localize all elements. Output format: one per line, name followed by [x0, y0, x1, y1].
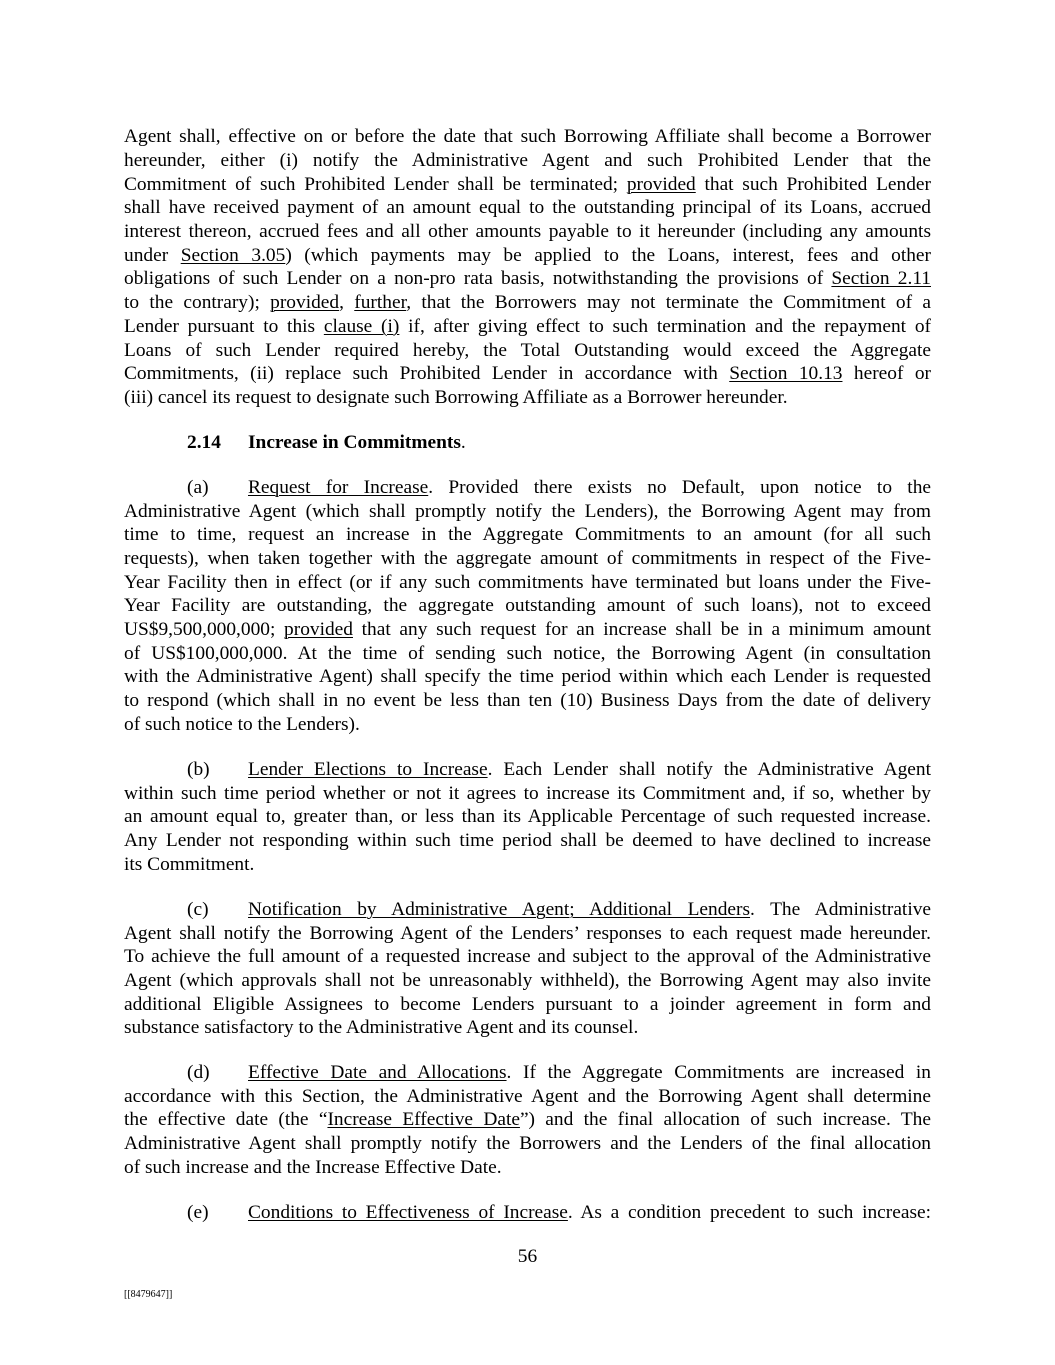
- defined-term-increase-effective-date: Increase Effective Date: [327, 1109, 520, 1130]
- cross-reference-section-10-13: Section 10.13: [729, 363, 843, 384]
- cross-reference-section-3-05: Section 3.05: [180, 245, 286, 266]
- text-line: requests), when taken together with the aggregate amount of commitments in respect of the Five-: [124, 548, 931, 569]
- section-title: Increase in Commitments: [248, 432, 461, 453]
- subsection-label: (e): [187, 1202, 209, 1223]
- text-line: hereunder, either (i) notify the Administrative Agent and such Prohibited Lender that the: [124, 150, 931, 171]
- defined-term-provided: provided: [270, 292, 340, 313]
- text-line: shall have received payment of an amount equal to the outstanding principal of its Loans, accrued: [124, 197, 931, 218]
- subsection-first-line: (a) Request for Increase. Provided there exists no Default, upon notice to the: [187, 477, 931, 498]
- text-line: the effective date (the “Increase Effective Date”) and the final allocation of such increase. The: [124, 1109, 931, 1130]
- text-line: accordance with this Section, the Administrative Agent and the Borrowing Agent shall determine: [124, 1086, 931, 1107]
- text-line: obligations of such Lender on a non-pro rata basis, notwithstanding the provisions of Section 2.11: [124, 268, 931, 289]
- subsection-label: (c): [187, 899, 209, 920]
- text-line: Year Facility are outstanding, the aggregate outstanding amount of such loans), not to exceed: [124, 595, 931, 616]
- text-line: Lender pursuant to this clause (i) if, after giving effect to such termination and the repayment of: [124, 316, 931, 337]
- cross-reference-clause-i: clause (i): [323, 316, 400, 337]
- text-line: Any Lender not responding within such time period shall be deemed to have declined to increase: [124, 830, 931, 851]
- text-line: within such time period whether or not it agrees to increase its Commitment and, if so, whether by: [124, 783, 931, 804]
- subsection-heading: Lender Elections to Increase: [248, 759, 488, 780]
- text-line: time to time, request an increase in the Aggregate Commitments to an amount (for all such: [124, 524, 931, 545]
- subsection-label: (d): [187, 1062, 210, 1083]
- text-line: Agent shall, effective on or before the date that such Borrowing Affiliate shall become a Borrower: [124, 126, 931, 147]
- text-line: to the contrary); provided, further, that the Borrowers may not terminate the Commitment of a: [124, 292, 932, 313]
- subsection-heading: Request for Increase: [248, 477, 429, 498]
- subsection-heading: Effective Date and Allocations: [248, 1062, 507, 1083]
- text-line: US$9,500,000,000; provided that any such request for an increase shall be in a minimum amount: [124, 619, 931, 640]
- subsection-first-line: (e) Conditions to Effectiveness of Increase. As a condition precedent to such increase:: [187, 1202, 931, 1223]
- subsection-heading: Notification by Administrative Agent; Additional Lenders: [248, 899, 751, 920]
- text-line: To achieve the full amount of a requested increase and subject to the approval of the Administrative: [124, 946, 931, 967]
- subsection-label: (b): [187, 759, 210, 780]
- page-number: 56: [517, 1246, 538, 1267]
- section-number: 2.14: [187, 432, 221, 453]
- subsection-first-line: (c) Notification by Administrative Agent; Additional Lenders. The Administrative: [187, 899, 932, 920]
- cross-reference-section-2-11: Section 2.11: [831, 268, 931, 289]
- text-line: additional Eligible Assignees to become Lenders pursuant to a joinder agreement in form and: [124, 994, 931, 1015]
- text-line: (iii) cancel its request to designate such Borrowing Affiliate as a Borrower hereunder.: [124, 387, 788, 408]
- text-line: to respond (which shall in no event be less than ten (10) Business Days from the date of delivery: [124, 690, 931, 711]
- subsection-first-line: (d) Effective Date and Allocations. If the Aggregate Commitments are increased in: [187, 1062, 931, 1083]
- document-id: [[8479647]]: [124, 1289, 173, 1300]
- defined-term-provided: provided: [626, 174, 696, 195]
- text-line: Commitment of such Prohibited Lender shall be terminated; provided that such Prohibited Lender: [124, 174, 931, 195]
- text-line: interest thereon, accrued fees and all other amounts payable to it hereunder (including any amounts: [124, 221, 931, 242]
- text-line: substance satisfactory to the Administrative Agent and its counsel.: [124, 1017, 639, 1038]
- text-line: Agent shall notify the Borrowing Agent of the Lenders’ responses to each request made hereunder.: [124, 923, 931, 944]
- text-line: under Section 3.05) (which payments may be applied to the Loans, interest, fees and other: [124, 245, 931, 266]
- text-line: Commitments, (ii) replace such Prohibited Lender in accordance with Section 10.13 hereof or: [124, 363, 931, 384]
- defined-term-further: further: [354, 292, 407, 313]
- text-line: Agent (which approvals shall not be unreasonably withheld), the Borrowing Agent may also invite: [124, 970, 931, 991]
- text-line: of such increase and the Increase Effective Date.: [124, 1157, 502, 1178]
- text-line: its Commitment.: [124, 854, 255, 875]
- text-line: an amount equal to, greater than, or less than its Applicable Percentage of such requested increase.: [124, 806, 931, 827]
- subsection-heading: Conditions to Effectiveness of Increase: [248, 1202, 568, 1223]
- subsection-first-line: (b) Lender Elections to Increase. Each Lender shall notify the Administrative Agent: [187, 759, 931, 780]
- text-line: Administrative Agent (which shall promptly notify the Lenders), the Borrowing Agent may from: [124, 501, 931, 522]
- text-line: Loans of such Lender required hereby, the Total Outstanding would exceed the Aggregate: [124, 340, 931, 361]
- section-heading: 2.14 Increase in Commitments.: [187, 432, 466, 453]
- text-line: with the Administrative Agent) shall specify the time period within which each Lender is requested: [124, 666, 931, 687]
- defined-term-provided: provided: [284, 619, 353, 640]
- text-line: of such notice to the Lenders).: [124, 714, 360, 735]
- text-line: Year Facility then in effect (or if any such commitments have terminated but loans under the Five-: [124, 572, 931, 593]
- text-line: Administrative Agent shall promptly notify the Borrowers and the Lenders of the final allocation: [124, 1133, 931, 1154]
- text-line: of US$100,000,000. At the time of sending such notice, the Borrowing Agent (in consultation: [124, 643, 931, 664]
- subsection-label: (a): [187, 477, 209, 498]
